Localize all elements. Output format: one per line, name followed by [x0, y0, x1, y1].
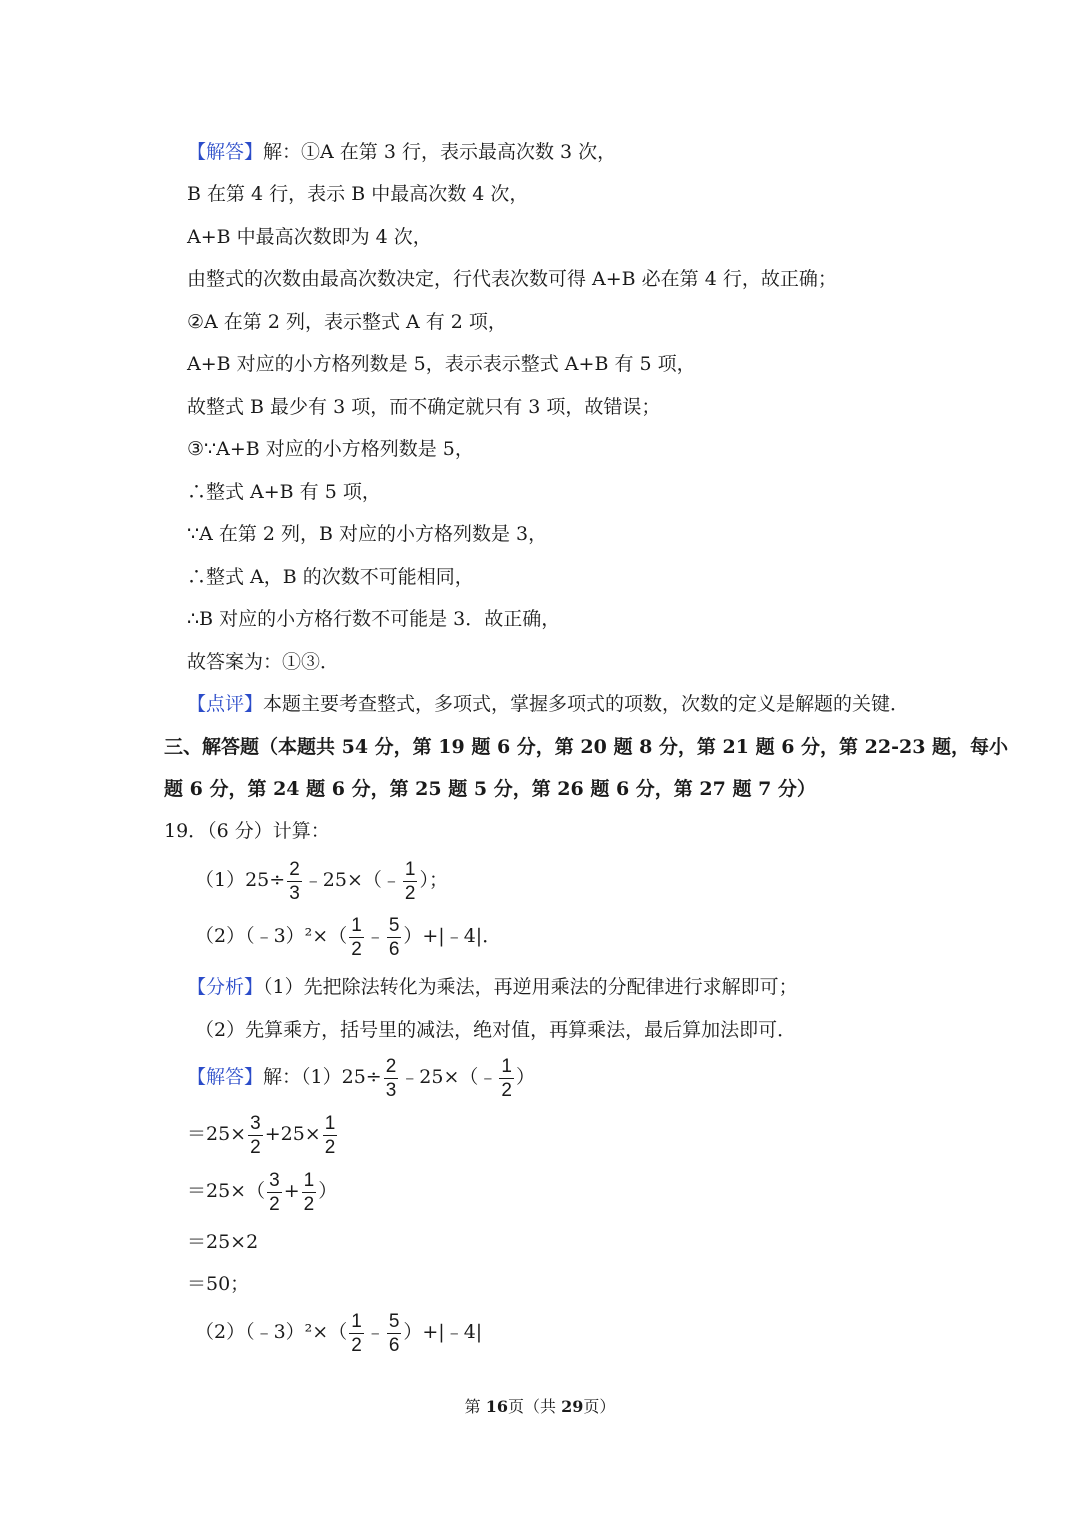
- solution-line-11: ∴整式 A，B 的次数不可能相同，: [187, 566, 474, 588]
- solution-line-5: ②A 在第 2 列，表示整式 A 有 2 项，: [187, 311, 507, 333]
- page-footer: 第 16页（共 29页）: [464, 1397, 616, 1416]
- fraction: $\frac{3}{2}$: [269, 1169, 280, 1215]
- fraction: $\frac{3}{2}$: [250, 1112, 261, 1158]
- comment-tag: 【点评】: [187, 693, 264, 715]
- solution-19-line-1: 【解答】解：（1）25÷ $\frac{2}{3}$ ﹣25×（﹣ $\frac{1}{2}$ ）: [187, 1055, 535, 1101]
- answer-tag: 【解答】: [187, 1066, 264, 1088]
- question-19-title: 19．（6 分）计算：: [164, 820, 330, 842]
- analysis-line-1: 【分析】（1）先把除法转化为乘法，再逆用乘法的分配律进行求解即可；: [187, 976, 798, 998]
- solution-19-step-2: ＝25×（ $\frac{3}{2}$ + $\frac{1}{2}$ ）: [187, 1169, 338, 1215]
- fraction: $\frac{1}{2}$: [351, 1310, 362, 1356]
- fraction: $\frac{2}{3}$: [289, 858, 300, 904]
- question-19-part-1: （1）25÷ $\frac{2}{3}$ ﹣25×（﹣ $\frac{1}{2}$ ）；: [195, 858, 448, 904]
- solution-19-step-4: ＝50；: [187, 1273, 250, 1295]
- fraction: $\frac{1}{2}$: [501, 1055, 512, 1101]
- solution-line-12: ∴B 对应的小方格行数不可能是 3．故正确，: [187, 608, 561, 630]
- analysis-tag: 【分析】: [187, 976, 264, 998]
- solution-19-step-1: ＝25× $\frac{3}{2}$ +25× $\frac{1}{2}$: [187, 1112, 336, 1158]
- analysis-line-2: （2）先算乘方，括号里的减法，绝对值，再算乘法，最后算加法即可．: [195, 1019, 797, 1041]
- section-header-line-2: 题 6 分，第 24 题 6 分，第 25 题 5 分，第 26 题 6 分，第 27 题 7 分）: [164, 778, 816, 800]
- question-19-part-2: （2）（﹣3）²×（ $\frac{1}{2}$ ﹣ $\frac{5}{6}$ ）+|﹣4|．: [195, 914, 502, 960]
- solution-line-4: 由整式的次数由最高次数决定，行代表次数可得 A+B 必在第 4 行，故正确；: [187, 268, 837, 290]
- answer-tag: 【解答】: [187, 141, 264, 163]
- solution-line-13: 故答案为：①③．: [187, 651, 340, 673]
- solution-line-10: ∵A 在第 2 列，B 对应的小方格列数是 3，: [187, 523, 548, 545]
- fraction: $\frac{5}{6}$: [388, 914, 400, 960]
- fraction: $\frac{1}{2}$: [324, 1112, 336, 1158]
- solution-line-1: 【解答】解：①A 在第 3 行，表示最高次数 3 次，: [187, 141, 617, 163]
- solution-line-6: A+B 对应的小方格列数是 5，表示表示整式 A+B 有 5 项，: [187, 353, 696, 375]
- solution-line-3: A+B 中最高次数即为 4 次，: [187, 226, 432, 248]
- fraction: $\frac{1}{2}$: [303, 1169, 315, 1215]
- solution-line-7: 故整式 B 最少有 3 项，而不确定就只有 3 项，故错误；: [187, 396, 661, 418]
- fraction: $\frac{1}{2}$: [404, 858, 416, 904]
- solution-19-part-2: （2）（﹣3）²×（ $\frac{1}{2}$ ﹣ $\frac{5}{6}$ ）+|﹣4|: [195, 1310, 483, 1356]
- solution-line-2: B 在第 4 行，表示 B 中最高次数 4 次，: [187, 183, 529, 205]
- solution-19-step-3: ＝25×2: [187, 1231, 259, 1253]
- comment-line: 【点评】本题主要考查整式，多项式，掌握多项式的项数，次数的定义是解题的关键．: [187, 693, 910, 715]
- fraction: $\frac{1}{2}$: [351, 914, 362, 960]
- section-header-line-1: 三、解答题（本题共 54 分，第 19 题 6 分，第 20 题 8 分，第 21 题 6 分，第 22-23 题，每小: [164, 736, 1009, 758]
- solution-line-8: ③∵A+B 对应的小方格列数是 5，: [187, 438, 474, 460]
- fraction: $\frac{2}{3}$: [385, 1055, 397, 1101]
- fraction: $\frac{5}{6}$: [388, 1310, 400, 1356]
- solution-line-9: ∴整式 A+B 有 5 项，: [187, 481, 381, 503]
- page-number: 16: [485, 1397, 508, 1416]
- total-pages: 29: [561, 1397, 584, 1416]
